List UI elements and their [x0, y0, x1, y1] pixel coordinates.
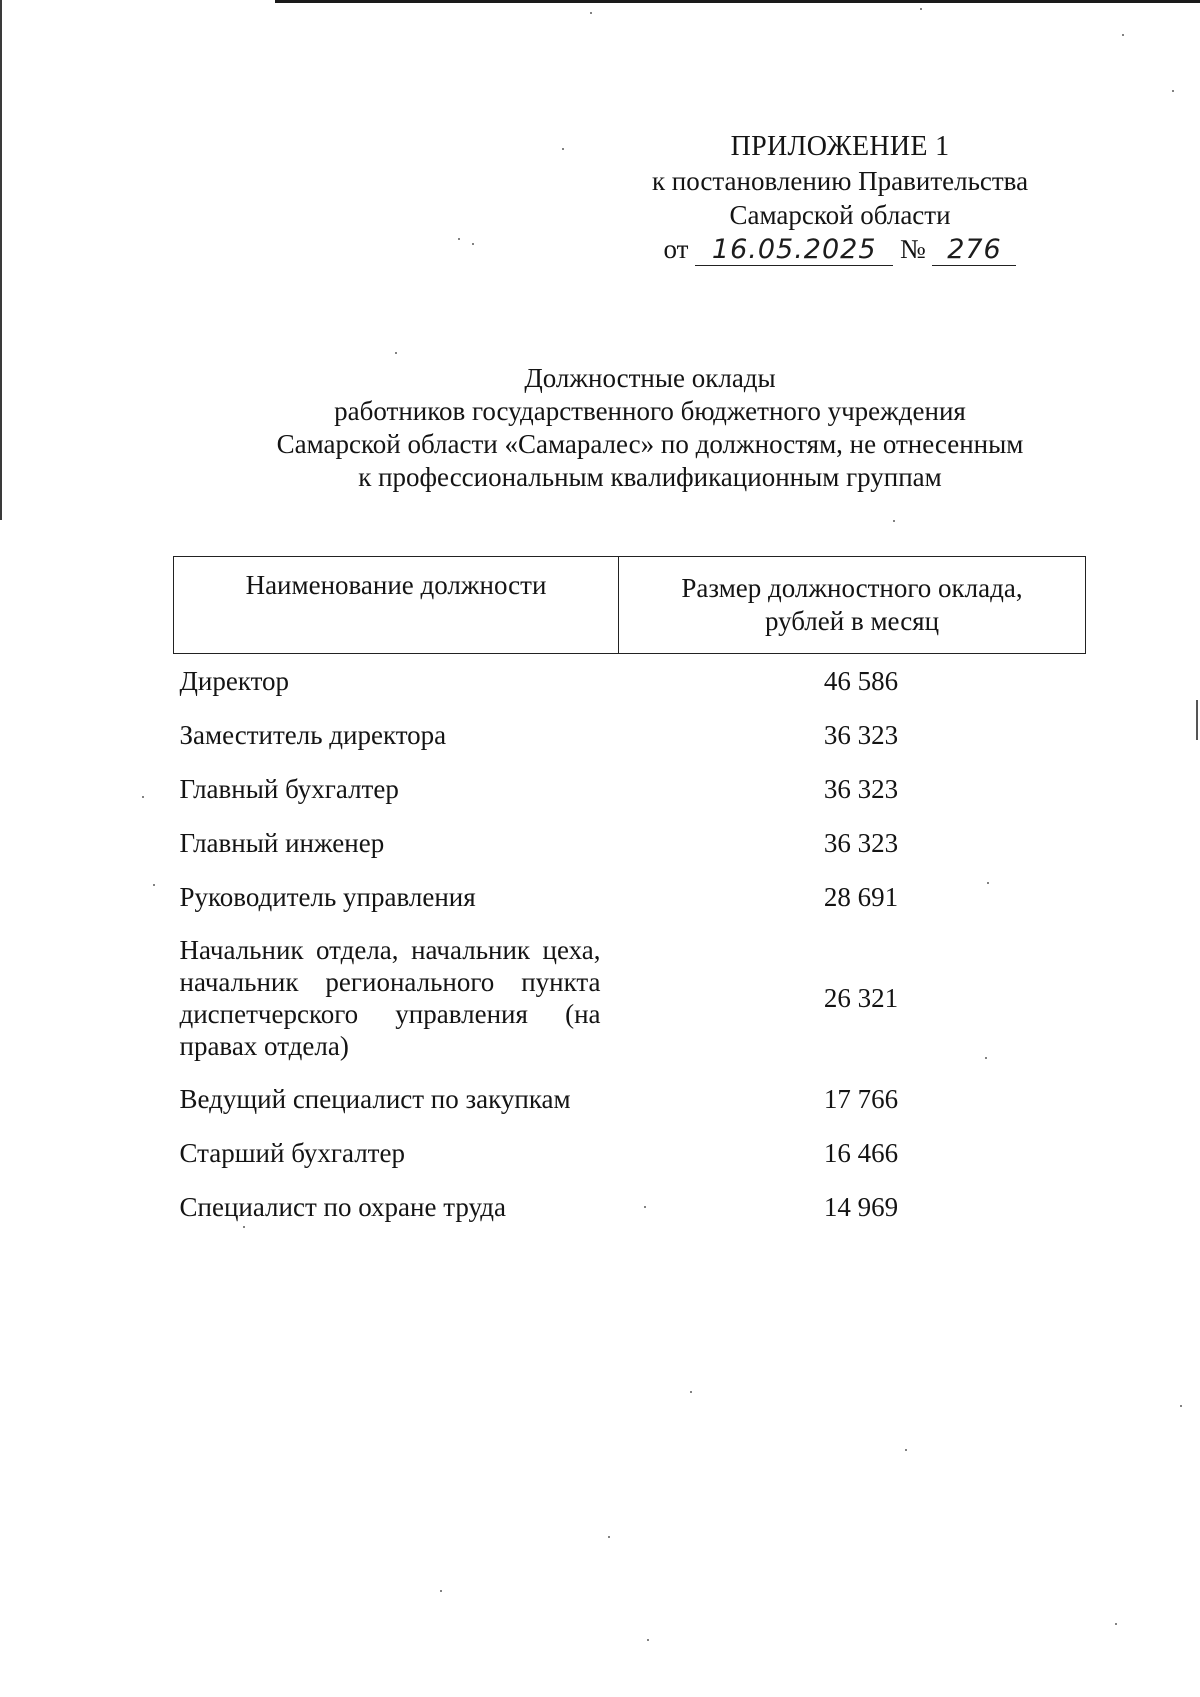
row-position: Главный бухгалтер: [179, 774, 399, 804]
scan-speck: [562, 148, 564, 150]
salary-table: [173, 556, 1086, 1234]
scan-top-border: [275, 0, 1200, 3]
appendix-block: [580, 130, 1100, 266]
table-row: [174, 870, 1086, 924]
scan-speck: [153, 884, 155, 886]
scan-speck: [142, 796, 144, 798]
row-salary: 36 323: [823, 773, 899, 804]
row-salary: 28 691: [823, 881, 899, 912]
scan-speck: [590, 12, 592, 14]
table-row: [174, 762, 1086, 816]
number-sign: №: [899, 234, 926, 264]
table-row: [174, 1126, 1086, 1180]
appendix-title: ПРИЛОЖЕНИЕ 1: [730, 131, 950, 162]
document-title-line-3: Самарской области «Самаралес» по должностям, не отнесенным: [276, 429, 1024, 459]
scan-speck: [1172, 90, 1174, 92]
table-header-row: [174, 557, 1086, 654]
table-row: [174, 654, 1086, 709]
document-title: [200, 362, 1100, 494]
scan-right-mark: [1196, 700, 1198, 740]
scan-speck: [1180, 1405, 1182, 1407]
header-salary-line-2: рублей в месяц: [764, 606, 940, 636]
scan-speck: [893, 520, 895, 522]
scan-speck: [920, 8, 922, 10]
header-position: Наименование должности: [174, 557, 619, 654]
scan-speck: [440, 1590, 442, 1592]
header-salary-line-1: Размер должностного оклада,: [681, 573, 1023, 603]
scan-speck: [690, 1391, 692, 1393]
row-salary: 26 321: [823, 982, 899, 1013]
scan-speck: [647, 1639, 649, 1641]
row-position: Руководитель управления: [179, 882, 476, 912]
row-salary: 36 323: [823, 827, 899, 858]
table-body: [174, 654, 1086, 1235]
appendix-date-line: [580, 232, 1100, 266]
table-row: [174, 1180, 1086, 1234]
document-title-line-4: к профессиональным квалификационным группам: [358, 462, 942, 492]
table-row: [174, 816, 1086, 870]
row-salary: 17 766: [823, 1083, 899, 1114]
appendix-line-2: Самарской области: [729, 200, 951, 230]
scan-speck: [458, 238, 460, 240]
scan-speck: [1115, 1623, 1117, 1625]
table-row: [174, 924, 1086, 1072]
scan-speck: [1122, 34, 1124, 36]
header-salary: [619, 557, 1086, 654]
document-title-line-1: Должностные оклады: [524, 363, 776, 393]
row-position: Главный инженер: [179, 828, 385, 858]
row-salary: 46 586: [823, 665, 899, 696]
row-position: Заместитель директора: [179, 720, 447, 750]
table-row: [174, 708, 1086, 762]
scan-speck: [395, 352, 397, 354]
row-position: Ведущий специалист по закупкам: [179, 1084, 571, 1114]
appendix-line-1: к постановлению Правительства: [651, 166, 1029, 196]
row-salary: 36 323: [823, 719, 899, 750]
table-header: [174, 557, 1086, 654]
row-salary: 14 969: [823, 1191, 899, 1222]
row-salary: 16 466: [823, 1137, 899, 1168]
document-title-line-2: работников государственного бюджетного учреждения: [334, 396, 966, 426]
scan-speck: [608, 1536, 610, 1538]
scan-speck: [905, 1449, 907, 1451]
handwritten-number: 276: [932, 235, 1016, 266]
handwritten-date: 16.05.2025: [695, 235, 893, 266]
scan-left-edge: [0, 0, 2, 520]
row-position: Специалист по охране труда: [179, 1192, 507, 1222]
date-prefix: от: [663, 234, 689, 264]
table-row: [174, 1072, 1086, 1126]
scan-speck: [472, 243, 474, 245]
row-position: Старший бухгалтер: [179, 1138, 405, 1168]
row-position: Директор: [179, 666, 290, 696]
row-position: Начальник отдела, начальник цеха, начальник регионального пункта диспетчерского управления (на правах отдела): [179, 935, 601, 1061]
